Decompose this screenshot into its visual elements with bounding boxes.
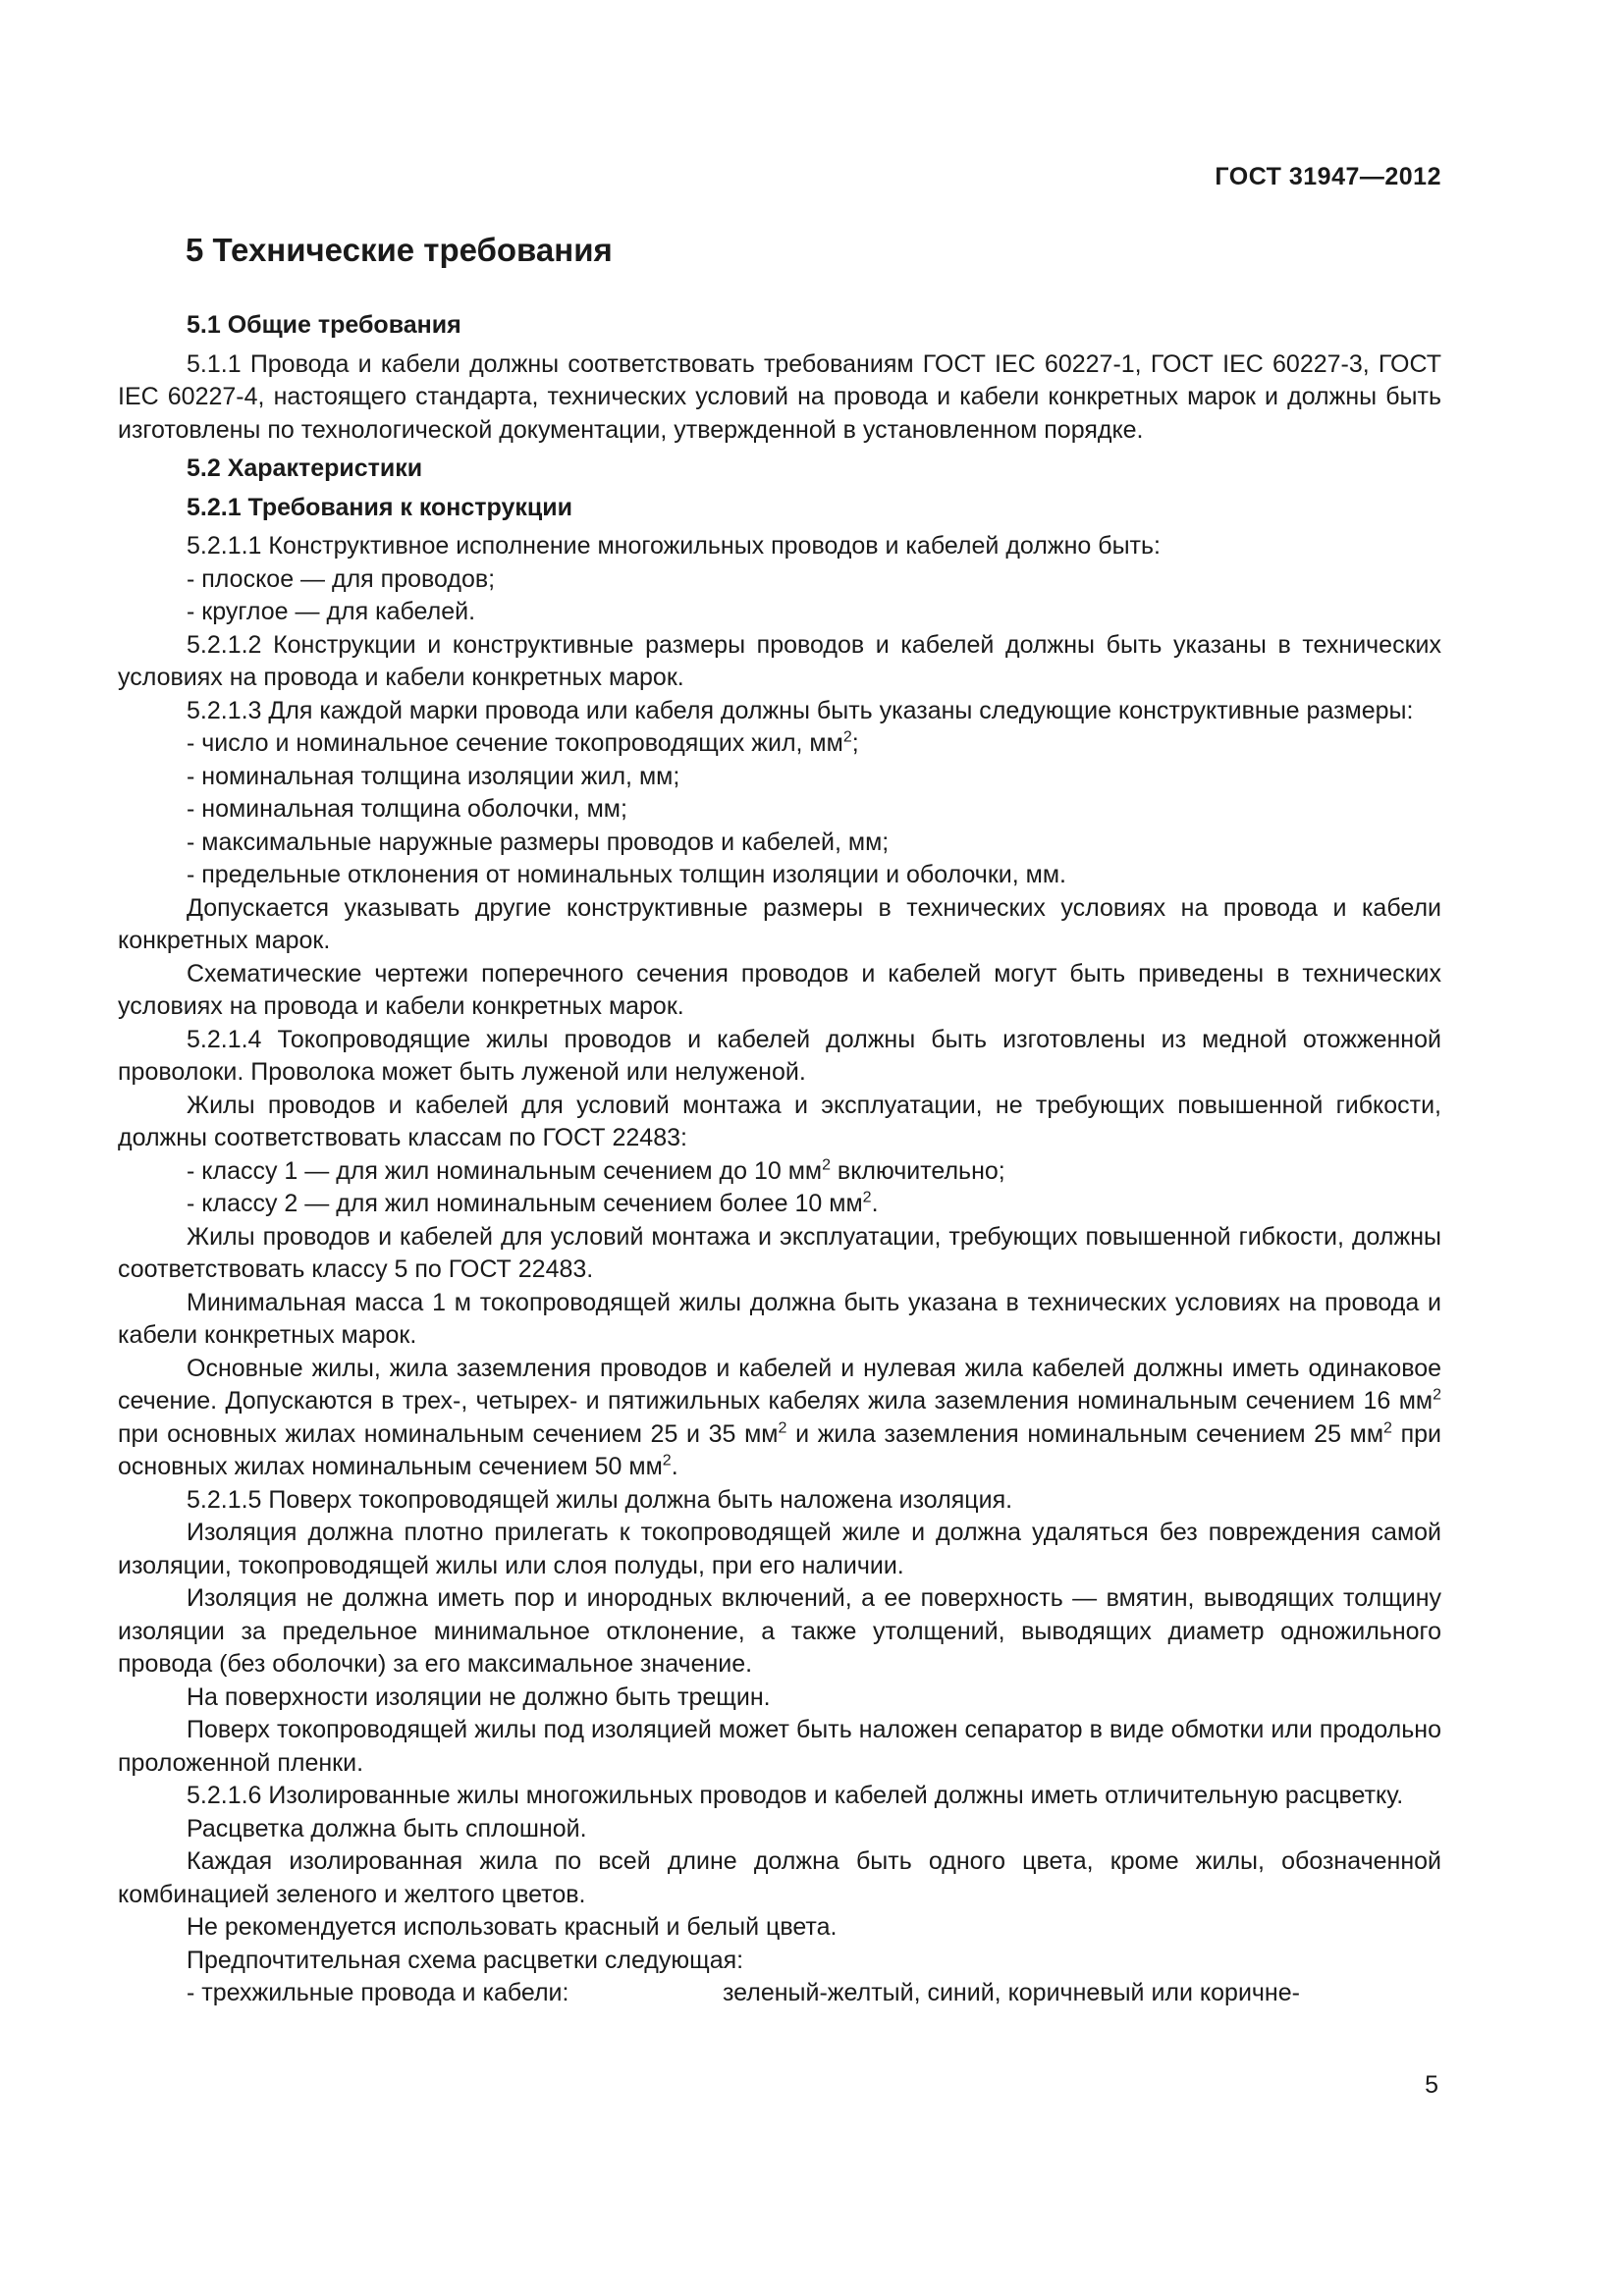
superscript: 2 (842, 728, 852, 746)
paragraph: Жилы проводов и кабелей для условий монтажа и эксплуатации, не требующих повышенной гибкости, должны соответствовать классам по ГОСТ 22483: (118, 1091, 1441, 1151)
paragraph: Предпочтительная схема расцветки следующая: (187, 1946, 744, 1974)
list-item (118, 1977, 1441, 2010)
paragraph-5-1-1: 5.1.1 Провода и кабели должны соответствовать требованиям ГОСТ IEC 60227-1, ГОСТ IEC 60227-3, ГОСТ IEC 60227-4, настоящего стандарта, технических условий на провода и кабели конкретных марок и должны быть изготовлены по технологической документации, утвержденной в установленном порядке. (118, 349, 1441, 444)
paragraph-5-2-1-4: 5.2.1.4 Токопроводящие жилы проводов и кабелей должны быть изготовлены из медной отожженной проволоки. Проволока может быть луженой или нелуженой. (118, 1025, 1441, 1086)
list-item-text: ; (851, 729, 859, 757)
paragraph-5-2-1-6: 5.2.1.6 Изолированные жилы многожильных проводов и кабелей должны иметь отличительную расцветку. (187, 1782, 1404, 1809)
paragraph-5-2-1-5: 5.2.1.5 Поверх токопроводящей жилы должна быть наложена изоляция. (187, 1485, 1013, 1514)
list-item-value: зеленый-желтый, синий, коричневый или коричне- (723, 1979, 1300, 2006)
list-item (118, 1155, 1441, 1189)
paragraph: Изоляция должна плотно прилегать к токопроводящей жиле и должна удаляться без повреждения самой изоляции, токопроводящей жилы или слоя полуды, при его наличии. (118, 1519, 1441, 1579)
list-item (118, 1188, 1441, 1221)
text-run: при основных жилах номинальным сечением 25 и 35 мм (118, 1419, 779, 1448)
heading-5-2: 5.2 Характеристики (187, 454, 423, 482)
text-run: Основные жилы, жила заземления проводов и кабелей и нулевая жила кабелей должны иметь одинаковое сечение. Допускаются в трех-, четырех- и пятижильных кабелях жила заземления номинальным сечением 16 мм (118, 1354, 1441, 1415)
paragraph: Расцветка должна быть сплошной. (187, 1814, 587, 1842)
superscript: 2 (862, 1189, 872, 1206)
paragraph: Схематические чертежи поперечного сечения проводов и кабелей могут быть приведены в технических условиях на провода и кабели конкретных марок. (118, 959, 1441, 1020)
superscript: 2 (1433, 1386, 1441, 1404)
list-item-text: - классу 1 — для жил номинальным сечением до 10 мм (187, 1156, 823, 1185)
paragraph-5-2-1-3: 5.2.1.3 Для каждой марки провода или кабеля должны быть указаны следующие конструктивные размеры: (187, 696, 1414, 724)
list-item (118, 727, 1441, 761)
list-item-text: - классу 2 — для жил номинальным сечением более 10 мм (187, 1190, 863, 1217)
paragraph: Жилы проводов и кабелей для условий монтажа и эксплуатации, требующих повышенной гибкости, должны соответствовать классу 5 по ГОСТ 22483. (118, 1222, 1441, 1283)
paragraph: Не рекомендуется использовать красный и белый цвета. (187, 1913, 838, 1941)
superscript: 2 (778, 1419, 787, 1437)
list-item-text: - число и номинальное сечение токопроводящих жил, мм (187, 729, 843, 757)
section-title: 5 Технические требования (186, 232, 613, 268)
heading-5-1: 5.1 Общие требования (187, 311, 461, 339)
superscript: 2 (822, 1156, 831, 1174)
paragraph: Изоляция не должна иметь пор и инородных включений, а ее поверхность — вмятин, выводящих толщину изоляции за предельное минимальное отклонение, а также утолщений, выводящих диаметр одножильного провода (без оболочки) за его максимальное значение. (118, 1584, 1441, 1678)
text-run: и жила заземления номинальным сечением 25 мм (786, 1419, 1384, 1448)
list-item: - номинальная толщина изоляции жил, мм; (187, 762, 680, 790)
document-body (118, 309, 1441, 2010)
paragraph-5-2-1-1: 5.2.1.1 Конструктивное исполнение многожильных проводов и кабелей должно быть: (187, 532, 1161, 560)
paragraph: Минимальная масса 1 м токопроводящей жилы должна быть указана в технических условиях на провода и кабели конкретных марок. (118, 1288, 1441, 1349)
superscript: 2 (1383, 1419, 1392, 1437)
text-run: при основных жилах номинальным сечением 50 мм (118, 1419, 1441, 1480)
paragraph (118, 1353, 1441, 1484)
list-item: - номинальная толщина оболочки, мм; (187, 795, 627, 823)
paragraph: На поверхности изоляции не должно быть трещин. (187, 1682, 771, 1711)
document-id: ГОСТ 31947—2012 (1215, 163, 1441, 190)
page-number: 5 (1425, 2071, 1438, 2099)
paragraph: Допускается указывать другие конструктивные размеры в технических условиях на провода и кабели конкретных марок. (118, 893, 1441, 954)
heading-5-2-1: 5.2.1 Требования к конструкции (187, 493, 572, 521)
list-item-text: включительно; (830, 1156, 1005, 1185)
list-item: - плоское — для проводов; (187, 564, 496, 593)
list-item: - максимальные наружные размеры проводов и кабелей, мм; (187, 828, 890, 856)
list-item-label: - трехжильные провода и кабели: (187, 1979, 569, 2006)
list-item: - предельные отклонения от номинальных толщин изоляции и оболочки, мм. (187, 861, 1066, 888)
list-item: - круглое — для кабелей. (187, 598, 476, 625)
text-run: . (671, 1453, 678, 1480)
paragraph: Каждая изолированная жила по всей длине должна быть одного цвета, кроме жилы, обозначенной комбинацией зеленого и желтого цветов. (118, 1847, 1441, 1908)
paragraph-5-2-1-2: 5.2.1.2 Конструкции и конструктивные размеры проводов и кабелей должны быть указаны в технических условиях на провода и кабели конкретных марок. (118, 630, 1441, 691)
paragraph: Поверх токопроводящей жилы под изоляцией может быть наложен сепаратор в виде обмотки или продольно проложенной пленки. (118, 1716, 1441, 1777)
superscript: 2 (662, 1452, 672, 1469)
list-item-text: . (871, 1190, 879, 1217)
